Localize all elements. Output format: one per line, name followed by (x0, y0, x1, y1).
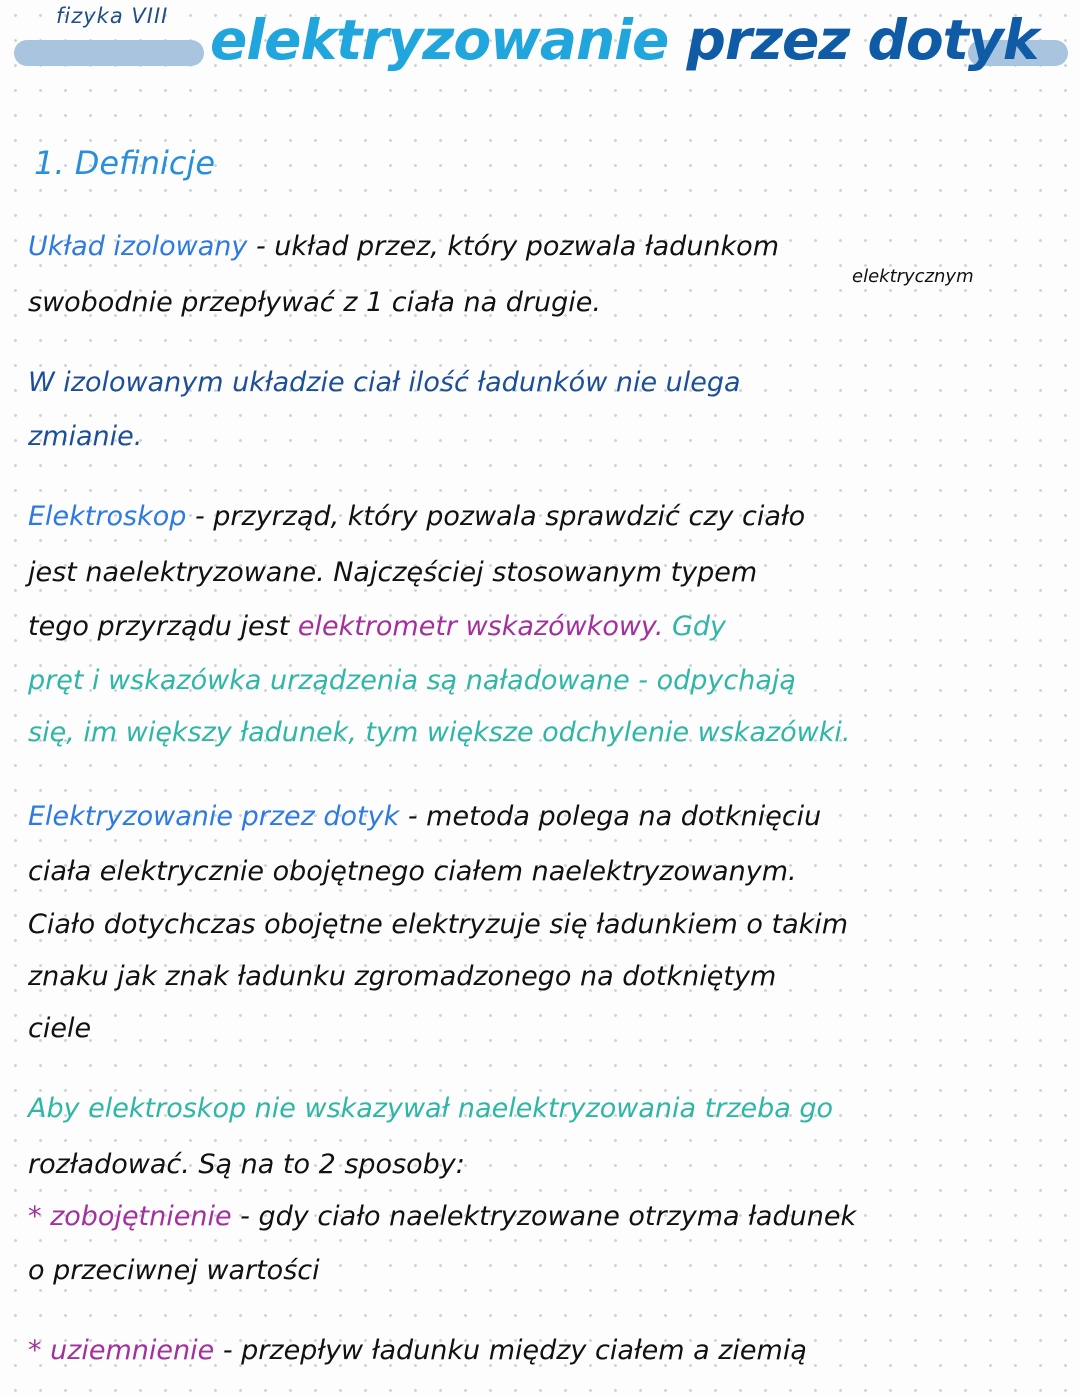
definition-isolated-system-line-1 (28, 230, 779, 264)
definition-note: elektrycznym (852, 266, 974, 287)
list-item-text: - gdy ciało naelektryzowane otrzyma ładunek (231, 1201, 857, 1232)
term-grounding: uziemnienie (50, 1335, 215, 1366)
list-item-grounding (28, 1334, 807, 1368)
term-isolated-system: Układ izolowany (28, 231, 248, 262)
title-part-2: przez dotyk (686, 8, 1039, 72)
definition-contact-charging-line-2: ciała elektrycznie obojętnego ciałem naelektryzowanym. (28, 856, 797, 887)
term-electrometer: elektrometr wskazówkowy. (297, 611, 664, 642)
isolated-rule-line-2: zmianie. (28, 421, 143, 452)
definition-electroscope-line-3 (28, 610, 726, 644)
definition-text: - metoda polega na dotknięciu (399, 801, 822, 832)
definition-electroscope-line-1 (28, 500, 805, 534)
definition-text: - przyrząd, który pozwala sprawdzić czy ciało (186, 501, 806, 532)
discharge-intro-line-1: Aby elektroskop nie wskazywał naelektryzowania trzeba go (28, 1093, 834, 1124)
definition-text: - układ przez, który pozwala ładunkom (247, 231, 780, 262)
definition-contact-charging-line-1 (28, 800, 821, 834)
term-electroscope: Elektroskop (28, 501, 187, 532)
definition-contact-charging-line-4: znaku jak znak ładunku zgromadzonego na dotkniętym (28, 961, 777, 992)
list-item-text: - przepływ ładunku między ciałem a ziemią (214, 1335, 807, 1366)
bullet-star-icon: * (28, 1335, 42, 1366)
definition-text: tego przyrządu jest (28, 611, 298, 642)
subject-label: fizyka VIII (56, 4, 169, 28)
term-contact-charging: Elektryzowanie przez dotyk (28, 801, 400, 832)
discharge-intro-line-2: rozładować. Są na to 2 sposoby: (28, 1149, 465, 1180)
term-neutralization: zobojętnienie (50, 1201, 232, 1232)
definition-isolated-system-line-2: swobodnie przepływać z 1 ciała na drugie. (28, 287, 601, 318)
definition-electroscope-line-4: pręt i wskazówka urządzenia są naładowane - odpychają (28, 665, 796, 696)
list-item-neutralization (28, 1200, 856, 1234)
bullet-star-icon: * (28, 1201, 42, 1232)
header-bar-left (14, 40, 204, 66)
definition-electroscope-line-2: jest naelektryzowane. Najczęściej stosowanym typem (28, 557, 758, 588)
list-item-neutralization-line-2: o przeciwnej wartości (28, 1255, 320, 1286)
teal-text: Gdy (663, 611, 727, 642)
page-title (210, 8, 1038, 72)
definition-electroscope-line-5: się, im większy ładunek, tym większe odchylenie wskazówki. (28, 717, 851, 748)
isolated-rule-line-1: W izolowanym układzie ciał ilość ładunków nie ulega (28, 367, 741, 398)
definition-contact-charging-line-3: Ciało dotychczas obojętne elektryzuje się ładunkiem o takim (28, 909, 849, 940)
section-heading: 1. Definicje (34, 144, 216, 182)
definition-contact-charging-line-5: ciele (28, 1013, 92, 1044)
title-part-1: elektryzowanie (210, 8, 669, 72)
